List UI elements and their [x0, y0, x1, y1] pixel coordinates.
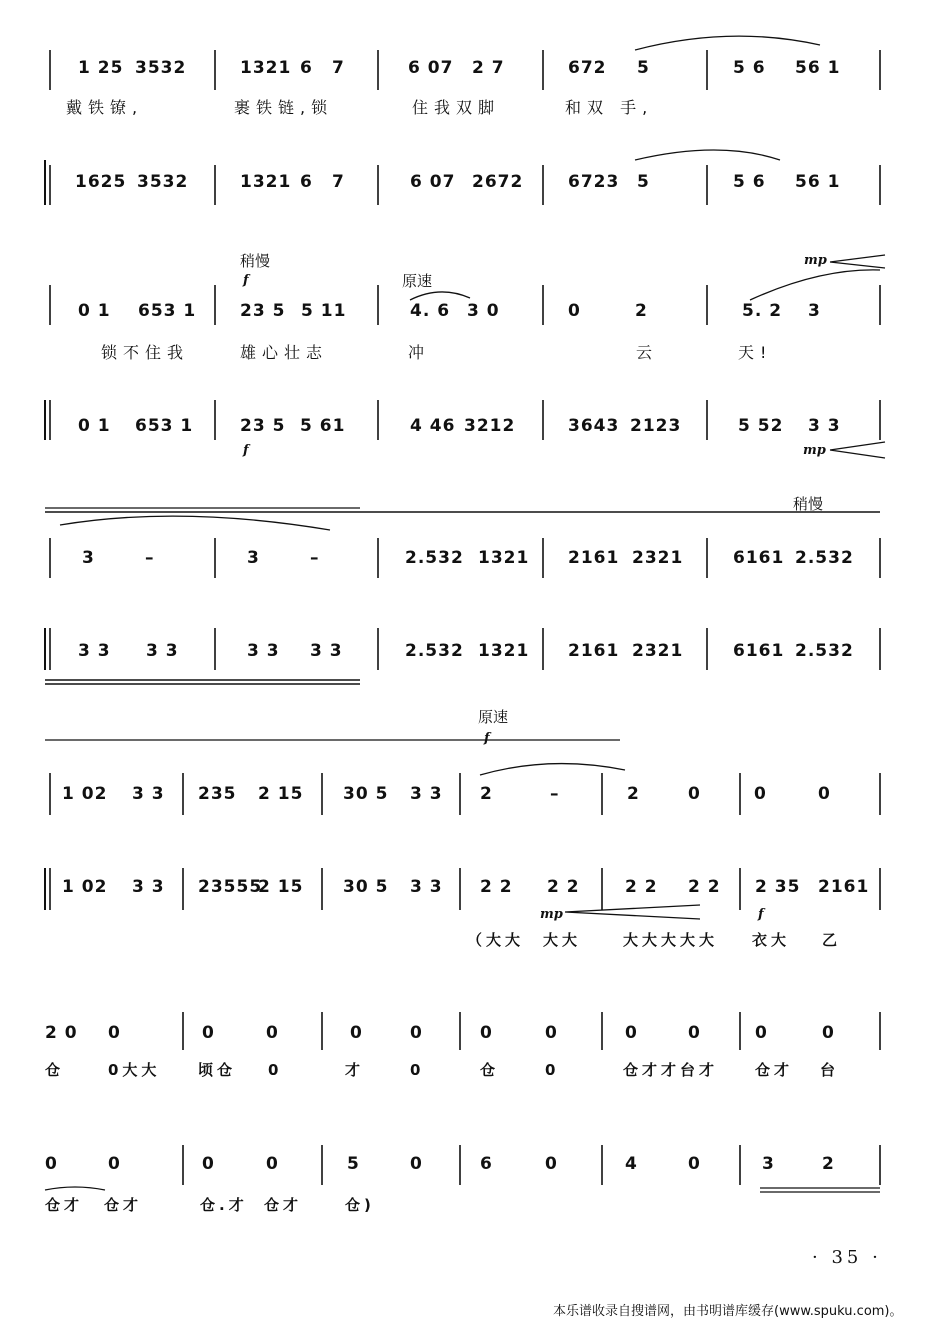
note-group: 3 3	[808, 416, 841, 436]
note-group: 1321	[240, 58, 292, 78]
note-group: 5 52	[738, 416, 784, 436]
note-group: 3 3	[310, 641, 343, 661]
note-group: 2.532	[405, 641, 464, 661]
note-group: 0	[568, 301, 581, 321]
percussion-text: 仓	[480, 1061, 500, 1079]
percussion-text: 顷仓	[198, 1061, 237, 1079]
note-group: 3 3	[410, 877, 443, 897]
percussion-text: 仓	[45, 1061, 65, 1079]
note-group: 0	[108, 1154, 121, 1174]
note-group: 3643	[568, 416, 620, 436]
percussion-text: 台	[820, 1061, 840, 1079]
note-group: 56 1	[795, 58, 841, 78]
note-group: 0	[545, 1154, 558, 1174]
note-group: 2672	[472, 172, 524, 192]
note-group: 0 1	[78, 416, 111, 436]
note-group: 672	[568, 58, 607, 78]
note-group: 5	[637, 58, 650, 78]
note-group: 6	[300, 172, 313, 192]
dynamic-mark: mp	[540, 907, 563, 922]
note-group: 0	[754, 784, 767, 804]
note-group: 1 02	[62, 784, 108, 804]
dynamic-mark: f	[243, 273, 249, 288]
note-group: 6	[300, 58, 313, 78]
slur	[750, 270, 880, 300]
note-group: 2.532	[795, 548, 854, 568]
note-group: 2	[635, 301, 648, 321]
tempo-mark: 原速	[478, 708, 509, 726]
lyric-text: 住我双脚	[412, 98, 501, 117]
note-group: 5. 2	[742, 301, 783, 321]
note-group: –	[310, 548, 320, 568]
percussion-text: 大大大大大	[623, 931, 719, 949]
note-group: 3532	[135, 58, 187, 78]
note-group: 6723	[568, 172, 620, 192]
note-group: 6161	[733, 641, 785, 661]
percussion-text: 仓才	[45, 1196, 84, 1214]
percussion-text: 仓才	[104, 1196, 143, 1214]
note-group: 0	[688, 784, 701, 804]
note-group: 0	[45, 1154, 58, 1174]
note-group: 653 1	[135, 416, 194, 436]
note-group: 0	[108, 1023, 121, 1043]
dynamic-mark: f	[243, 443, 249, 458]
tempo-mark: 原速	[402, 272, 433, 290]
note-group: 3 3	[78, 641, 111, 661]
note-group: 0	[410, 1154, 423, 1174]
hairpin	[830, 255, 885, 268]
lyric-text: 和双 手,	[565, 98, 654, 117]
note-group: 0	[688, 1154, 701, 1174]
note-group: 7	[332, 58, 345, 78]
note-group: 1321	[478, 641, 530, 661]
note-group: 4	[625, 1154, 638, 1174]
note-group: 1 02	[62, 877, 108, 897]
note-group: 6 07	[408, 58, 454, 78]
note-group: 3	[762, 1154, 775, 1174]
slur	[60, 516, 330, 530]
note-group: 235	[198, 784, 237, 804]
page-number: · 35 ·	[812, 1247, 882, 1268]
note-group: 2321	[632, 548, 684, 568]
note-group: 2 2	[688, 877, 721, 897]
note-group: 2 2	[625, 877, 658, 897]
slur	[410, 292, 470, 300]
dynamic-mark: mp	[804, 253, 827, 268]
slur	[480, 764, 625, 775]
note-group: 0	[202, 1023, 215, 1043]
footer-credit: 本乐谱收录自搜谱网，由书明谱库缓存(www.spuku.com)。	[553, 1304, 903, 1319]
note-group: 0	[755, 1023, 768, 1043]
note-group: 0	[822, 1023, 835, 1043]
note-group: 5 61	[300, 416, 346, 436]
note-group: 3	[247, 548, 260, 568]
note-group: 3212	[464, 416, 516, 436]
percussion-text: 仓才	[264, 1196, 303, 1214]
note-group: 4 46	[410, 416, 456, 436]
note-group: 3 3	[146, 641, 179, 661]
note-group: 3532	[137, 172, 189, 192]
note-group: 2 15	[258, 877, 304, 897]
note-group: 0 1	[78, 301, 111, 321]
percussion-text: 才	[345, 1061, 365, 1079]
slur	[45, 1187, 105, 1190]
note-group: 0	[688, 1023, 701, 1043]
note-group: 2 7	[472, 58, 505, 78]
note-group: 2 35	[755, 877, 801, 897]
note-group: 5 11	[301, 301, 347, 321]
percussion-text: 0	[268, 1061, 283, 1079]
note-group: 2 2	[480, 877, 513, 897]
note-group: 30 5	[343, 877, 389, 897]
lyric-text: 云	[636, 343, 659, 362]
slur	[635, 36, 820, 50]
dynamic-mark: f	[758, 907, 764, 922]
note-group: 2 0	[45, 1023, 78, 1043]
note-group: 2.532	[405, 548, 464, 568]
lyric-text: 天!	[738, 343, 773, 362]
note-group: 5	[347, 1154, 360, 1174]
percussion-text: （大大	[467, 931, 525, 949]
note-group: 0	[350, 1023, 363, 1043]
percussion-text: 0	[410, 1061, 425, 1079]
note-group: 1625	[75, 172, 127, 192]
note-group: 2 2	[547, 877, 580, 897]
note-group: 2	[480, 784, 493, 804]
note-group: 1321	[478, 548, 530, 568]
percussion-text: 0	[545, 1061, 560, 1079]
note-group: 6 07	[410, 172, 456, 192]
lyric-text: 戴铁镣,	[66, 98, 144, 117]
note-group: 3	[82, 548, 95, 568]
lyric-text: 雄心壮志	[240, 343, 329, 362]
note-group: 0	[266, 1154, 279, 1174]
note-group: 7	[332, 172, 345, 192]
percussion-text: 衣大	[752, 931, 791, 949]
lyric-text: 冲	[408, 343, 431, 362]
note-group: 2161	[568, 548, 620, 568]
dynamic-mark: mp	[803, 443, 826, 458]
note-group: 2161	[818, 877, 870, 897]
note-group: 0	[818, 784, 831, 804]
note-group: –	[550, 784, 560, 804]
note-group: 2	[822, 1154, 835, 1174]
note-group: 5 6	[733, 172, 766, 192]
note-group: 2321	[632, 641, 684, 661]
note-group: 2.532	[795, 641, 854, 661]
note-group: 0	[202, 1154, 215, 1174]
tempo-mark: 稍慢	[240, 252, 271, 270]
note-group: 3 3	[132, 877, 165, 897]
percussion-text: 仓才才台才	[623, 1061, 719, 1079]
note-group: 6	[480, 1154, 493, 1174]
note-group: 23 5	[240, 301, 286, 321]
note-group: 5	[637, 172, 650, 192]
note-group: 2	[627, 784, 640, 804]
lyric-text: 裹铁链,锁	[234, 98, 334, 117]
dynamic-mark: f	[484, 731, 490, 746]
note-group: 1321	[240, 172, 292, 192]
note-group: 56 1	[795, 172, 841, 192]
note-group: 2 15	[258, 784, 304, 804]
percussion-text: 0大大	[108, 1061, 161, 1079]
note-group: 5 6	[733, 58, 766, 78]
note-group: 0	[625, 1023, 638, 1043]
note-group: 0	[545, 1023, 558, 1043]
percussion-text: 仓.才	[200, 1196, 248, 1214]
note-group: 4. 6	[410, 301, 451, 321]
note-group: 3 3	[410, 784, 443, 804]
note-group: 1 25	[78, 58, 124, 78]
note-group: 0	[410, 1023, 423, 1043]
hairpin	[830, 442, 885, 458]
note-group: 653 1	[138, 301, 197, 321]
note-group: 30 5	[343, 784, 389, 804]
note-group: 2123	[630, 416, 682, 436]
percussion-text: 大大	[543, 931, 582, 949]
percussion-text: 仓才	[755, 1061, 794, 1079]
note-group: 6161	[733, 548, 785, 568]
note-group: 2161	[568, 641, 620, 661]
note-group: 3 0	[467, 301, 500, 321]
hairpin	[565, 905, 700, 919]
note-group: 3	[808, 301, 821, 321]
lyric-text: 锁不住我	[101, 343, 190, 362]
note-group: 23 5	[240, 416, 286, 436]
percussion-text: 仓)	[345, 1196, 375, 1214]
note-group: 0	[480, 1023, 493, 1043]
note-group: –	[145, 548, 155, 568]
note-group: 0	[266, 1023, 279, 1043]
note-group: 3 3	[247, 641, 280, 661]
note-group: 3 3	[132, 784, 165, 804]
tempo-mark: 稍慢	[793, 495, 824, 513]
note-group: 23555	[198, 877, 263, 897]
percussion-text: 乙	[822, 931, 842, 949]
slur	[635, 150, 780, 160]
